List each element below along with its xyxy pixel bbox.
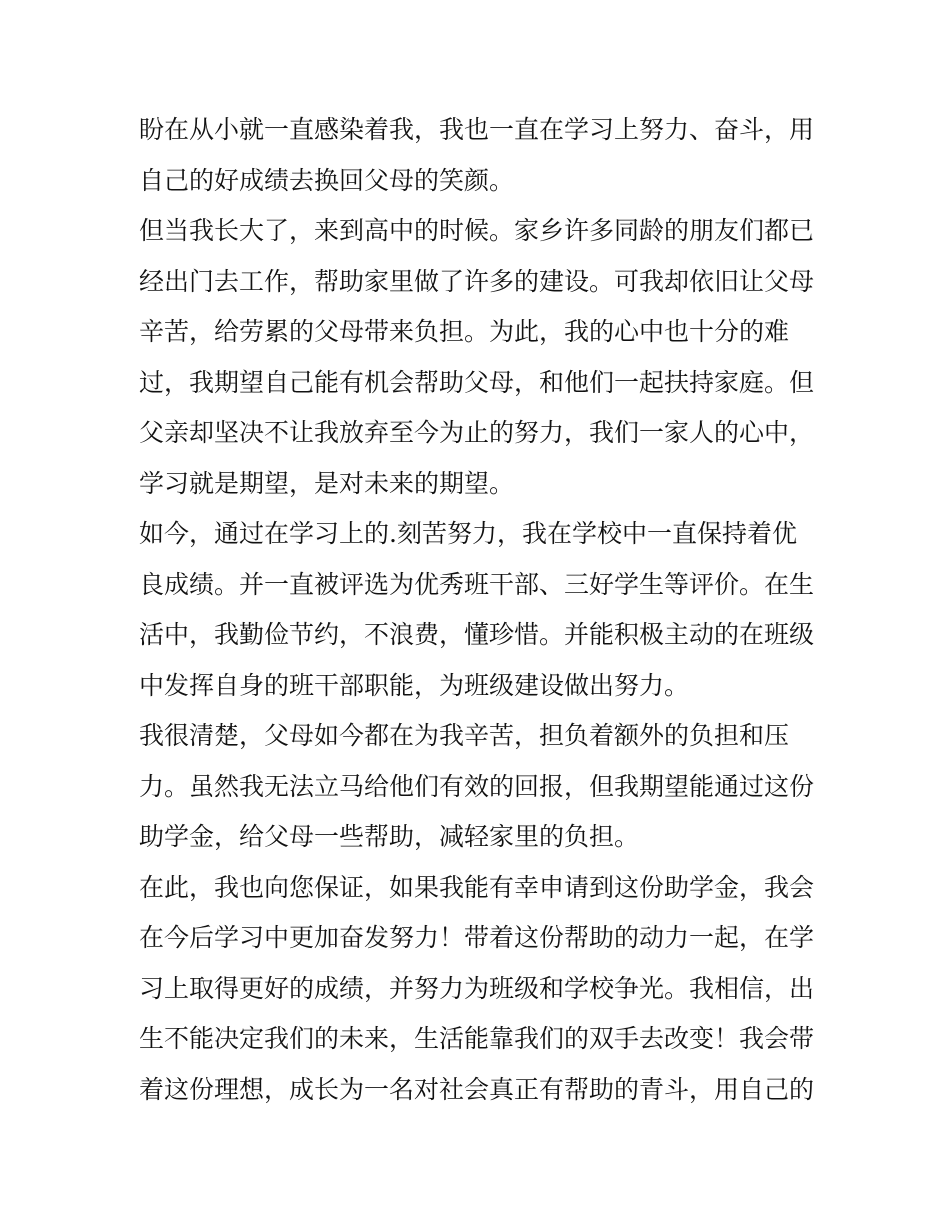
text-line-18: 习上取得更好的成绩，并努力为班级和学校争光。我相信，出 bbox=[139, 973, 815, 1003]
text-line-10: 良成绩。并一直被评选为优秀班干部、三好学生等评价。在生 bbox=[139, 569, 815, 599]
text-line-15: 助学金，给父母一些帮助，减轻家里的负担。 bbox=[139, 822, 640, 851]
text-line-3: 但当我长大了，来到高中的时候。家乡许多同龄的朋友们都已 bbox=[139, 216, 815, 245]
text-line-7: 父亲却坚决不让我放弃至今为止的努力，我们一家人的心中， bbox=[139, 418, 815, 447]
text-line-19: 生不能决定我们的未来，生活能靠我们的双手去改变！我会带 bbox=[139, 1024, 815, 1053]
text-line-17: 在今后学习中更加奋发努力！带着这份帮助的动力一起，在学 bbox=[139, 923, 815, 952]
text-line-8: 学习就是期望，是对未来的期望。 bbox=[139, 468, 515, 498]
text-line-13: 我很清楚，父母如今都在为我辛苦，担负着额外的负担和压 bbox=[139, 721, 790, 750]
text-line-20: 着这份理想，成长为一名对社会真正有帮助的青斗，用自己的 bbox=[139, 1074, 815, 1104]
text-line-4: 经出门去工作，帮助家里做了许多的建设。可我却依旧让父母 bbox=[139, 266, 815, 296]
text-line-14: 力。虽然我无法立马给他们有效的回报，但我期望能通过这份 bbox=[139, 771, 815, 801]
text-line-9: 如今，通过在学习上的.刻苦努力，我在学校中一直保持着优 bbox=[139, 519, 797, 548]
text-line-6: 过，我期望自己能有机会帮助父母，和他们一起扶持家庭。但 bbox=[139, 367, 815, 397]
text-line-16: 在此，我也向您保证，如果我能有幸申请到这份助学金，我会 bbox=[139, 872, 815, 902]
text-line-2: 自己的好成绩去换回父母的笑颜。 bbox=[139, 165, 515, 195]
document-body-text bbox=[139, 105, 819, 1115]
text-line-1: 盼在从小就一直感染着我，我也一直在学习上努力、奋斗，用 bbox=[139, 115, 815, 144]
text-line-11: 活中，我勤俭节约，不浪费，懂珍惜。并能积极主动的在班级 bbox=[139, 620, 815, 649]
text-line-5: 辛苦，给劳累的父母带来负担。为此，我的心中也十分的难 bbox=[139, 317, 790, 346]
text-line-12: 中发挥自身的班干部职能，为班级建设做出努力。 bbox=[139, 670, 690, 700]
